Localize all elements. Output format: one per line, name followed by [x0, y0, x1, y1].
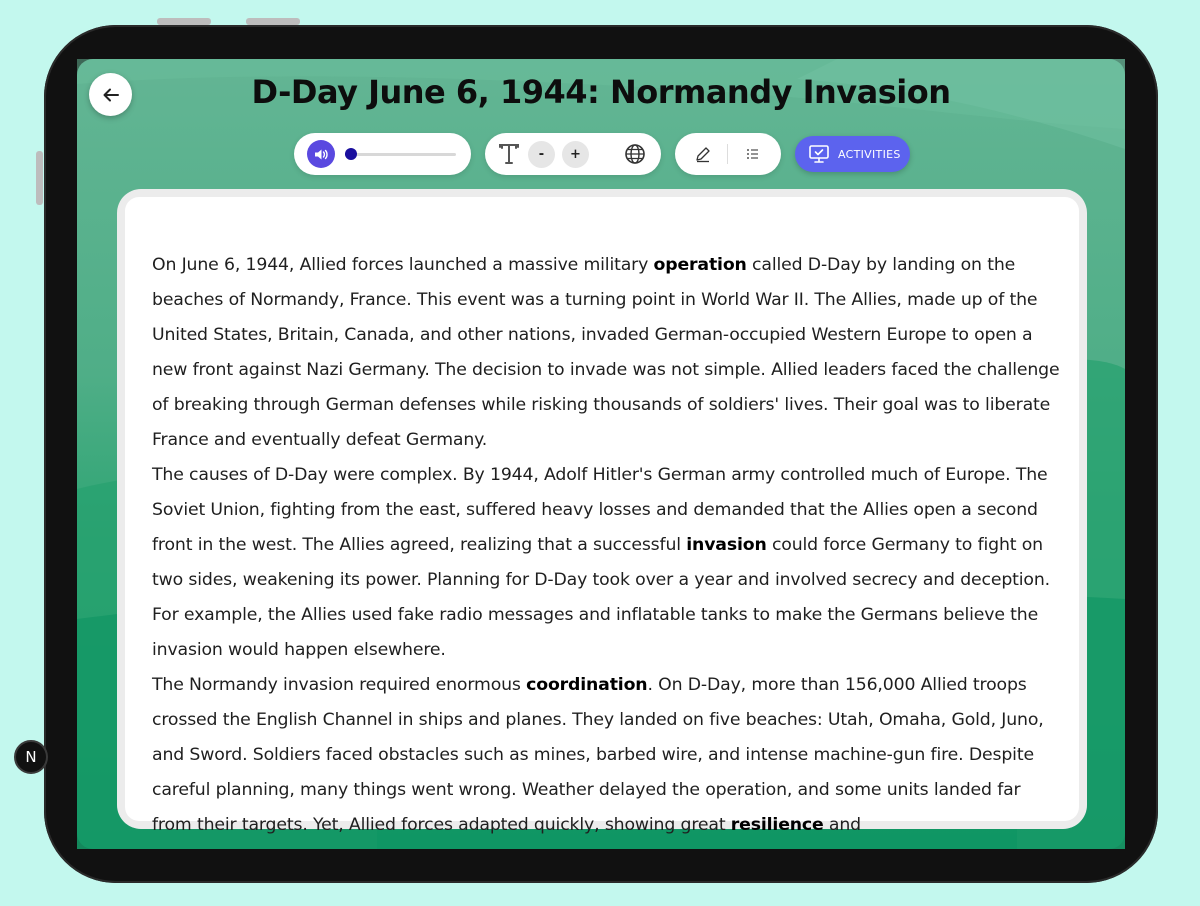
globe-icon[interactable]: [624, 143, 646, 165]
text-segment: could force Germany to fight on two sides, weakening its power. Planning for D-Day took over a year and involved secrecy and deception. For example, the Allies used fake radio messages and inflatable tanks to make the Germans believe the invasion would happen elsewhere.: [152, 535, 1050, 660]
vocabulary-word[interactable]: resilience: [730, 815, 824, 835]
speaker-icon: [314, 148, 329, 161]
text-settings: [485, 133, 661, 175]
annotation-tools: [675, 133, 781, 175]
text-segment: called D-Day by landing on the beaches of Normandy, France. This event was a turning point in World War II. The Allies, made up of the United States, Britain, Canada, and other nations, invaded German-occupied Western Europe to open a new front against Nazi Germany. The decision to invade was not simple. Allied leaders faced the challenge of breaking through German defenses while risking thousands of soldiers' lives. Their goal was to liberate France and eventually defeat Germany.: [152, 255, 1060, 450]
article-paragraph: [152, 668, 1062, 843]
list-icon[interactable]: [744, 145, 762, 163]
article-paragraph: [152, 458, 1062, 668]
reading-card: [125, 197, 1079, 835]
text-segment: . On D-Day, more than 156,000 Allied troops crossed the English Channel in ships and planes. They landed on five beaches: Utah, Omaha, Gold, Juno, and Sword. Soldiers faced obstacles such as mines, barbed wire, and intense machine-gun fire. Despite careful planning, many things went wrong. Weather delayed the operation, and some units landed far from their targets. Yet, Allied forces adapted quickly, showing great: [152, 675, 1044, 835]
audio-player: [294, 133, 471, 175]
article-paragraph: [152, 248, 1062, 458]
article-text: [152, 248, 1062, 843]
text-segment: On June 6, 1944, Allied forces launched a massive military: [152, 255, 654, 275]
increase-font-button[interactable]: +: [562, 141, 589, 168]
vocabulary-word[interactable]: operation: [653, 255, 747, 275]
page-title: D-Day June 6, 1944: Normandy Invasion: [251, 73, 951, 111]
dev-tools-badge[interactable]: N: [14, 740, 48, 774]
text-segment: The causes of D-Day were complex. By 1944, Adolf Hitler's German army controlled much of Europe. The Soviet Union, fighting from the east, suffered heavy losses and demanded that the Allies open a second front in the west. The Allies agreed, realizing that a successful: [152, 465, 1048, 555]
pen-icon[interactable]: [694, 145, 712, 163]
app-screen: [77, 59, 1125, 849]
audio-progress-track[interactable]: [345, 153, 456, 156]
vocabulary-word[interactable]: coordination: [526, 675, 648, 695]
text-segment: The Normandy invasion required enormous: [152, 675, 527, 695]
decrease-font-button[interactable]: -: [528, 141, 555, 168]
vocabulary-word[interactable]: invasion: [686, 535, 767, 555]
activities-button[interactable]: [795, 136, 910, 172]
font-size-icon: [497, 142, 521, 166]
play-audio-button[interactable]: [307, 140, 335, 168]
tool-divider: [727, 144, 728, 164]
activities-label: ACTIVITIES: [838, 147, 901, 161]
text-segment: and: [823, 815, 861, 835]
monitor-check-icon: [808, 144, 830, 164]
volume-up-hardware-button: [157, 18, 211, 25]
audio-progress-handle[interactable]: [345, 148, 357, 160]
power-hardware-button: [36, 151, 43, 205]
volume-down-hardware-button: [246, 18, 300, 25]
